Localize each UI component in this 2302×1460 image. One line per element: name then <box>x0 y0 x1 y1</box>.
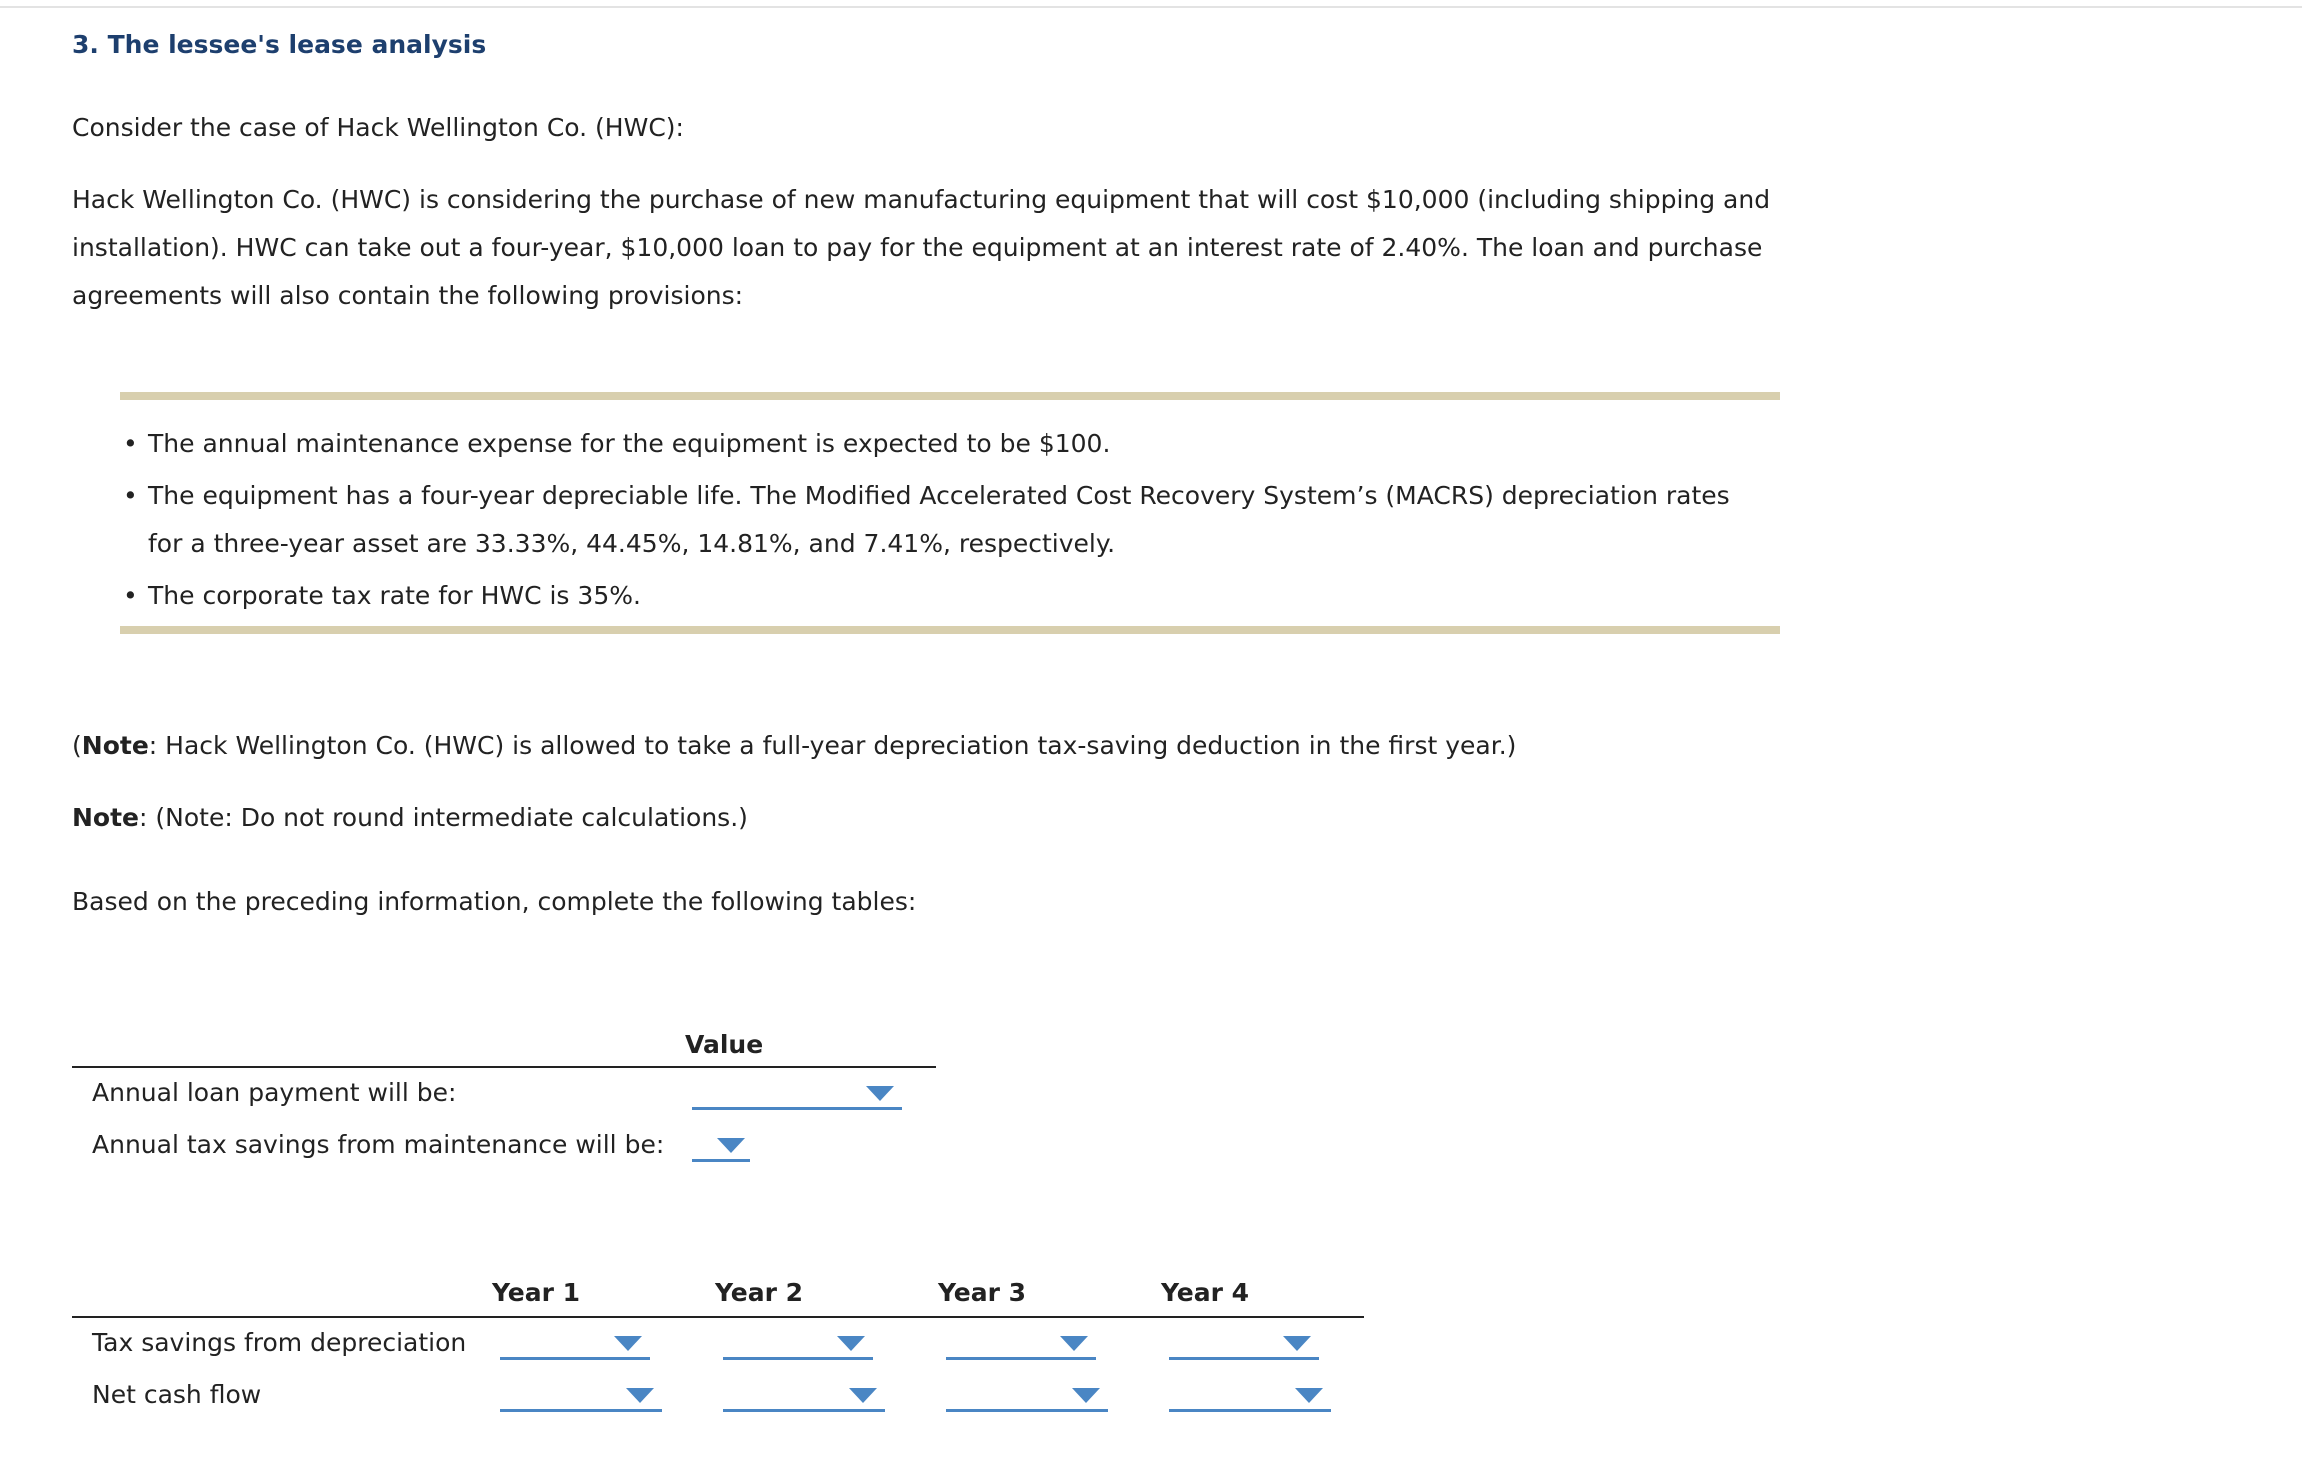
cash-flow-year-3-dropdown[interactable] <box>946 1378 1108 1412</box>
top-divider <box>0 6 2302 8</box>
section-title: 3. The lessee's lease analysis <box>72 30 487 59</box>
table-row <box>72 1068 936 1120</box>
year-1-header: Year 1 <box>492 1278 581 1307</box>
depreciation-year-2-dropdown[interactable] <box>723 1326 873 1360</box>
problem-description: Hack Wellington Co. (HWC) is considering the purchase of new manufacturing equipment that will cost $10,000 (including shipping and installation). HWC can take out a four-year, $10,000 loan to pay for the equipment at an interest rate of 2.40%. The loan and purchase agreements will also contain the following provisions: <box>72 185 1771 310</box>
year-table-header <box>72 1274 1364 1318</box>
loan-payment-label: Annual loan payment will be: <box>92 1078 457 1107</box>
depreciation-year-3-dropdown[interactable] <box>946 1326 1096 1360</box>
year-2-header: Year 2 <box>715 1278 804 1307</box>
chevron-down-icon <box>837 1336 865 1351</box>
table-row <box>72 1120 936 1172</box>
provision-item: • The equipment has a four-year depreciable life. The Modified Accelerated Cost Recovery System’s (MACRS) depreciation rates for a three-year asset are 33.33%, 44.45%, 14.81%, and 7.41%, respectively. <box>148 472 1768 568</box>
chevron-down-icon <box>626 1388 654 1403</box>
intro-text: Consider the case of Hack Wellington Co. (HWC): <box>72 113 684 142</box>
cash-flow-year-4-dropdown[interactable] <box>1169 1378 1331 1412</box>
chevron-down-icon <box>849 1388 877 1403</box>
chevron-down-icon <box>614 1336 642 1351</box>
chevron-down-icon <box>1283 1336 1311 1351</box>
note-rounding: Note: (Note: Do not round intermediate calculations.) <box>72 803 748 832</box>
provision-item: • The annual maintenance expense for the equipment is expected to be $100. <box>148 420 1780 468</box>
chevron-down-icon <box>717 1138 745 1153</box>
cash-flow-year-1-dropdown[interactable] <box>500 1378 662 1412</box>
depreciation-year-1-dropdown[interactable] <box>500 1326 650 1360</box>
year-4-header: Year 4 <box>1161 1278 1250 1307</box>
loan-payment-dropdown[interactable] <box>692 1076 902 1110</box>
net-cash-flow-label: Net cash flow <box>92 1380 262 1409</box>
depreciation-year-4-dropdown[interactable] <box>1169 1326 1319 1360</box>
maintenance-tax-savings-dropdown[interactable] <box>692 1128 750 1162</box>
depreciation-tax-savings-label: Tax savings from depreciation <box>92 1328 467 1357</box>
table-row <box>72 1318 1364 1370</box>
value-table-header <box>72 1026 936 1068</box>
provision-item: • The corporate tax rate for HWC is 35%. <box>148 572 1780 620</box>
value-table <box>72 1026 936 1172</box>
value-column-header: Value <box>685 1030 764 1059</box>
table-row <box>72 1370 1364 1422</box>
chevron-down-icon <box>1295 1388 1323 1403</box>
provisions-box <box>120 392 1780 634</box>
cash-flow-year-2-dropdown[interactable] <box>723 1378 885 1412</box>
instructions-prompt: Based on the preceding information, complete the following tables: <box>72 887 917 916</box>
year-3-header: Year 3 <box>938 1278 1027 1307</box>
chevron-down-icon <box>866 1086 894 1101</box>
provisions-list <box>120 400 1780 620</box>
note-depreciation: (Note: Hack Wellington Co. (HWC) is allowed to take a full-year depreciation tax-saving deduction in the first year.) <box>72 731 1517 760</box>
year-table <box>72 1274 1364 1422</box>
maintenance-tax-savings-label: Annual tax savings from maintenance will be: <box>92 1130 665 1159</box>
chevron-down-icon <box>1072 1388 1100 1403</box>
chevron-down-icon <box>1060 1336 1088 1351</box>
